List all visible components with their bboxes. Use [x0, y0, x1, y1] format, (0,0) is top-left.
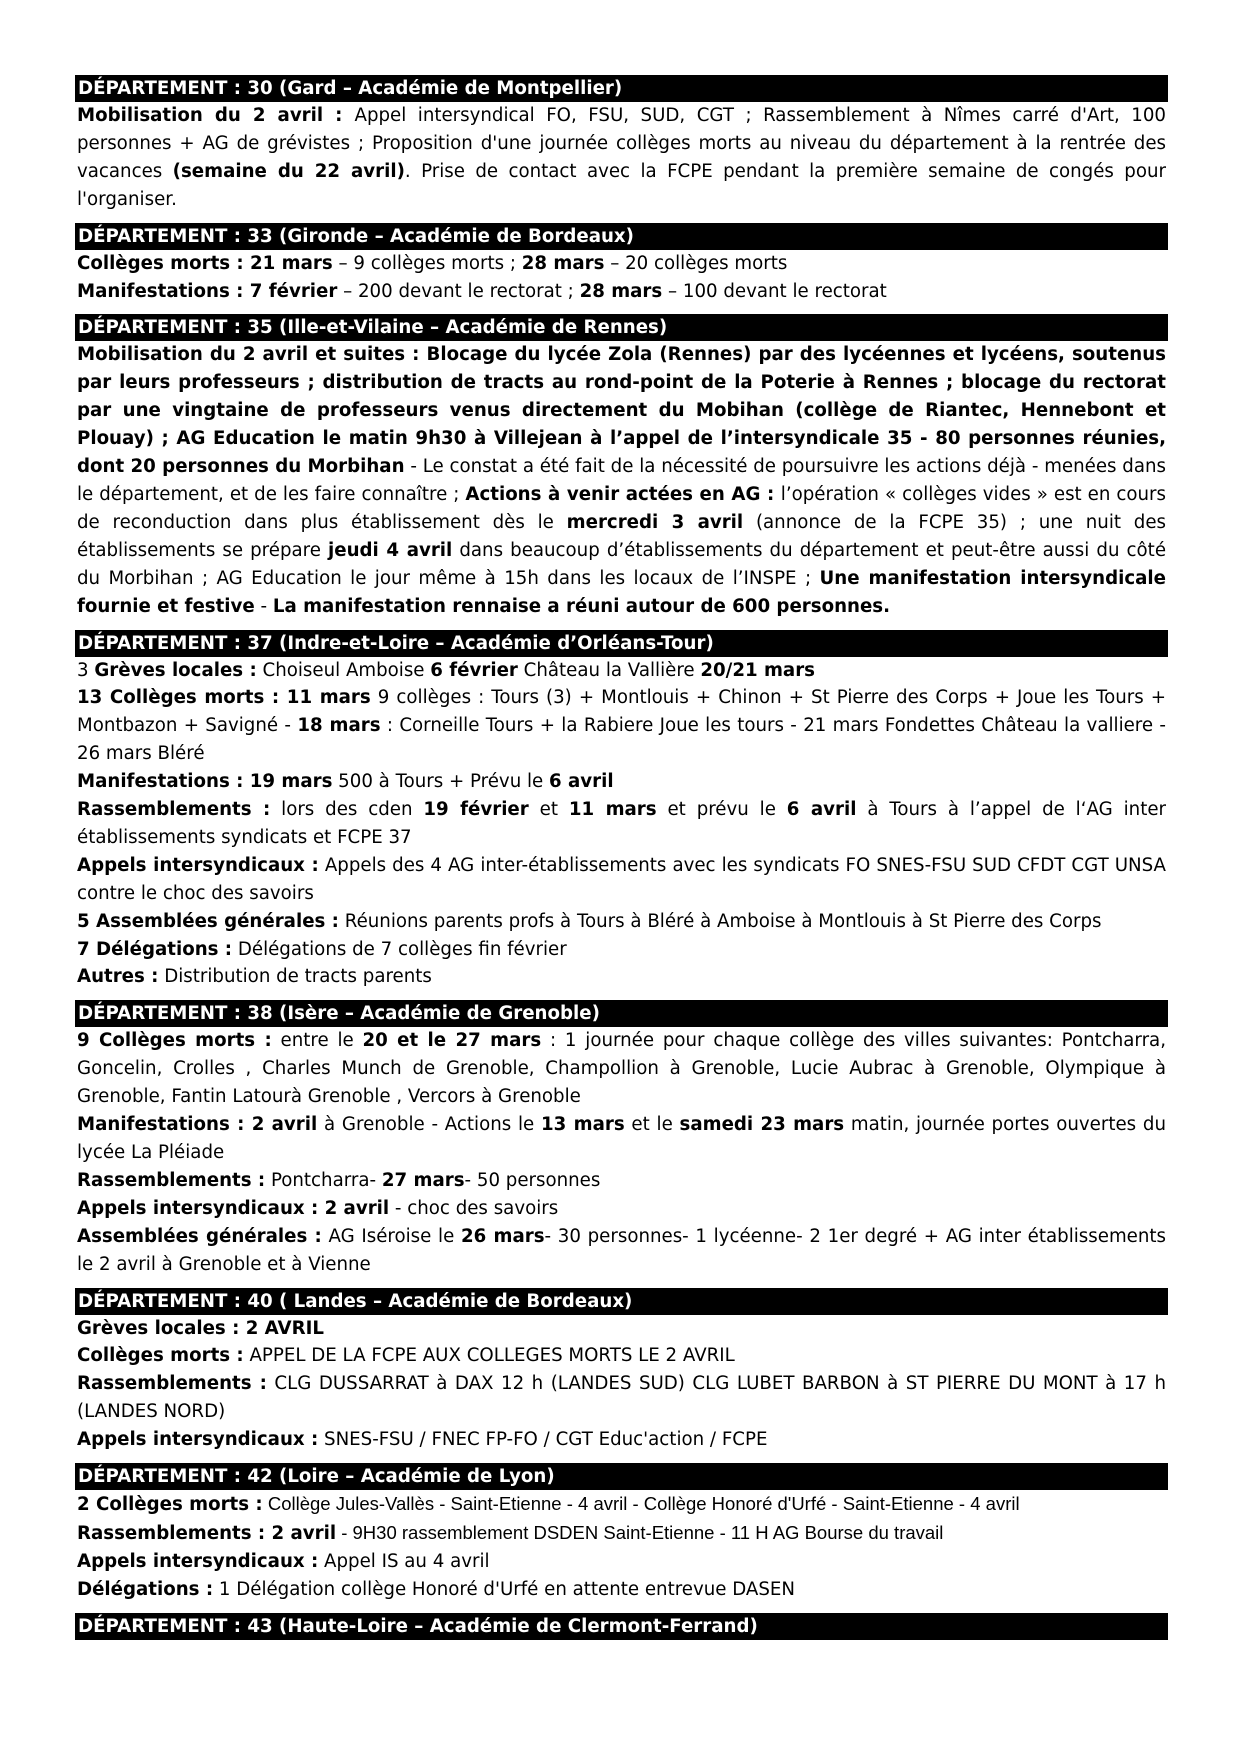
text-run: Délégations de 7 collèges fin février: [232, 938, 567, 960]
section-dept-33: [75, 223, 1168, 306]
line-delegations: [77, 1576, 1166, 1604]
text-run: Distribution de tracts parents: [158, 966, 432, 988]
bold-run: Grèves locales : 2 AVRIL: [77, 1317, 324, 1339]
line-appels-intersyndicaux: [77, 1195, 1166, 1223]
bold-run: 7 Délégations :: [77, 938, 233, 960]
paragraph-manifestations: [77, 1111, 1166, 1167]
text-run: : 1 journée pour chaque collège des villes suivantes: Pontcharra, Goncelin, Crolles , Charles Munch de Grenoble, Champollion à Grenoble, Lucie Aubrac à Grenoble, Olympique à Grenoble, Fantin Latourà Grenoble , Vercors à Grenoble: [77, 1030, 1166, 1108]
text-run: lors des cden: [270, 799, 424, 821]
text-run: Château la Vallière: [517, 659, 701, 681]
bold-run: Manifestations : 7 février: [77, 280, 338, 302]
bold-run: 28 mars: [579, 280, 663, 302]
paragraph-rassemblements: [77, 1370, 1166, 1426]
text-run: – 20 collèges morts: [604, 252, 788, 274]
section-header: DÉPARTEMENT : 30 (Gard – Académie de Montpellier): [75, 75, 1168, 102]
paragraph: [77, 102, 1166, 214]
line-greves-locales: [77, 1315, 1166, 1343]
bold-run: Appels intersyndicaux : 2 avril: [77, 1197, 390, 1219]
paragraph-appels-intersyndicaux: [77, 852, 1166, 908]
paragraph-colleges-morts: [77, 684, 1166, 768]
bold-run: (semaine du 22 avril): [172, 160, 405, 182]
section-dept-42: [75, 1463, 1168, 1604]
line-appels-intersyndicaux: [77, 1548, 1166, 1576]
section-header: DÉPARTEMENT : 35 (Ille-et-Vilaine – Académie de Rennes): [75, 314, 1168, 341]
text-run: - choc des savoirs: [389, 1197, 559, 1219]
bold-run: Collèges morts : 21 mars: [77, 252, 333, 274]
text-run: Réunions parents profs à Tours à Bléré à Amboise à Montlouis à St Pierre des Corps: [338, 910, 1102, 932]
section-dept-43: [75, 1613, 1168, 1640]
bold-run: Manifestations : 2 avril: [77, 1114, 318, 1136]
bold-run: Manifestations : 19 mars: [77, 771, 333, 793]
section-dept-37: [75, 630, 1168, 992]
bold-run: 6 février: [430, 659, 518, 681]
line-colleges-morts: [77, 1342, 1166, 1370]
bold-run: 5 Assemblées générales :: [77, 910, 339, 932]
line-appels-intersyndicaux: [77, 1426, 1166, 1454]
text-run: CLG DUSSARRAT à DAX 12 h (LANDES SUD) CLG LUBET BARBON à ST PIERRE DU MONT à 17 h (LANDES NORD): [77, 1373, 1166, 1423]
section-header: DÉPARTEMENT : 38 (Isère – Académie de Grenoble): [75, 1000, 1168, 1027]
bold-run: 13 mars: [541, 1114, 625, 1136]
paragraph-assemblees-generales: [77, 1223, 1166, 1279]
text-run: Appel IS au 4 avril: [318, 1550, 490, 1572]
text-run: (annonce de la FCPE 35) ; une nuit des établissements se prépare: [77, 511, 1166, 561]
bold-run: 6 avril: [549, 771, 614, 793]
bold-run: Appels intersyndicaux :: [77, 854, 319, 876]
bold-run: Délégations :: [77, 1578, 214, 1600]
section-header: DÉPARTEMENT : 37 (Indre-et-Loire – Académie d’Orléans-Tour): [75, 630, 1168, 657]
bold-run: Collèges morts :: [77, 1345, 244, 1367]
bold-run: 18 mars: [297, 715, 381, 737]
text-run: APPEL DE LA FCPE AUX COLLEGES MORTS LE 2 AVRIL: [243, 1345, 735, 1367]
paragraph-rassemblements: [77, 796, 1166, 852]
text-run: 1 Délégation collège Honoré d'Urfé en attente entrevue DASEN: [213, 1578, 796, 1600]
bold-run: 19 février: [423, 799, 529, 821]
text-run: – 100 devant le rectorat: [662, 280, 887, 302]
text-run: à Tours à l’appel de l‘AG inter établissements syndicats et FCPE 37: [77, 799, 1166, 848]
bold-run: 11 mars: [568, 799, 657, 821]
text-run: : Corneille Tours + la Rabiere Joue les tours - 21 mars Fondettes Château la valliere - 26 mars Bléré: [77, 715, 1166, 765]
bold-run: Mobilisation du 2 avril et suites : Blocage du lycée Zola (Rennes) par des lycéennes et lycéens, soutenus par leurs professeurs ; distribution de tracts au rond-point de la Poterie à Rennes ; blocage du rectorat par une vingtaine de professeurs venus directement du Mobihan (collège de Riantec, Hennebont et Plouay) ; AG Education le matin 9h30 à Villejean à l’appel de l’intersyndicale 35 - 80 personnes réunies, dont 20 personnes du Morbihan: [77, 344, 1166, 478]
line-manifestations: [77, 768, 1166, 796]
bold-run: Rassemblements : 2 avril: [77, 1522, 337, 1544]
line-greves-locales: [77, 657, 1166, 685]
bold-run: Autres :: [77, 966, 159, 988]
bold-run: La manifestation rennaise a réuni autour de 600 personnes.: [272, 595, 891, 617]
text-run: Collège Jules-Vallès - Saint-Etienne - 4 avril - Collège Honoré d'Urfé - Saint-Etienne - 4 avril: [262, 1493, 1020, 1515]
bold-run: Une manifestation intersyndicale fournie et festive: [77, 567, 1166, 617]
section-dept-38: [75, 1000, 1168, 1278]
section-header: DÉPARTEMENT : 42 (Loire – Académie de Lyon): [75, 1463, 1168, 1490]
bold-run: 20 et le 27 mars: [362, 1030, 542, 1052]
line-rassemblements: [77, 1519, 1166, 1548]
section-header: DÉPARTEMENT : 33 (Gironde – Académie de Bordeaux): [75, 223, 1168, 250]
text-run: Appel intersyndical FO, FSU, SUD, CGT ; Rassemblement à Nîmes carré d'Art, 100 personnes + AG de grévistes ; Proposition d'une journée collèges morts au niveau du département à la rentrée des vacances: [77, 105, 1167, 182]
line-rassemblements: [77, 1167, 1166, 1195]
bold-run: 26 mars: [460, 1225, 545, 1247]
bold-run: Grèves locales :: [94, 659, 257, 681]
paragraph: [77, 341, 1166, 620]
bold-run: Actions à venir actées en AG :: [465, 483, 781, 505]
text-run: Choiseul Amboise: [256, 659, 431, 681]
line-colleges-morts: [77, 250, 1166, 278]
text-run: 3: [77, 659, 95, 681]
text-run: Pontcharra-: [265, 1169, 382, 1191]
bold-run: 13 Collèges morts : 11 mars: [77, 687, 371, 709]
text-run: - Le constat a été fait de la nécessité de poursuivre les actions déjà - menées dans le département, et de les faire connaître ;: [77, 456, 1166, 505]
line-assemblees-generales: [77, 908, 1166, 936]
line-manifestations: [77, 278, 1166, 306]
bold-run: 9 Collèges morts :: [77, 1030, 272, 1052]
text-run: dans beaucoup d’établissements du département et peut-être aussi du côté du Morbihan ; AG Education le jour même à 15h dans les locaux de l’INSPE ;: [77, 539, 1167, 589]
paragraph-colleges-morts: [77, 1027, 1166, 1111]
bold-run: mercredi 3 avril: [566, 511, 744, 533]
bold-run: Appels intersyndicaux :: [77, 1550, 319, 1572]
text-run: - 9H30 rassemblement DSDEN Saint-Etienne - 11 H AG Bourse du travail: [336, 1521, 944, 1543]
section-header: DÉPARTEMENT : 40 ( Landes – Académie de Bordeaux): [75, 1288, 1168, 1315]
bold-run: 28 mars: [521, 252, 605, 274]
text-run: 9 collèges : Tours (3) + Montlouis + Chinon + St Pierre des Corps + Joue les Tours + Montbazon + Savigné -: [77, 687, 1166, 737]
text-run: - 50 personnes: [464, 1169, 601, 1191]
text-run: à Grenoble - Actions le: [317, 1114, 542, 1136]
text-run: 500 à Tours + Prévu le: [332, 771, 550, 793]
document-page: [75, 75, 1168, 1649]
text-run: entre le: [271, 1030, 363, 1052]
text-run: – 200 devant le rectorat ;: [337, 280, 580, 302]
bold-run: Rassemblements :: [77, 799, 271, 821]
text-run: Appels des 4 AG inter-établissements avec les syndicats FO SNES-FSU SUD CFDT CGT UNSA contre le choc des savoirs: [77, 854, 1166, 904]
text-run: – 9 collèges morts ;: [332, 252, 522, 274]
text-run: -: [254, 595, 273, 617]
bold-run: Appels intersyndicaux :: [77, 1429, 319, 1451]
section-header: DÉPARTEMENT : 43 (Haute-Loire – Académie de Clermont-Ferrand): [75, 1613, 1168, 1640]
bold-run: jeudi 4 avril: [328, 539, 453, 561]
text-run: et prévu le: [656, 799, 787, 821]
bold-run: 2 Collèges morts :: [77, 1494, 263, 1516]
text-run: . Prise de contact avec la FCPE pendant la première semaine de congés pour l'organiser.: [77, 160, 1166, 210]
bold-run: 20/21 mars: [700, 659, 815, 681]
bold-run: 27 mars: [381, 1169, 465, 1191]
text-run: matin, journée portes ouvertes du lycée La Pléiade: [77, 1114, 1166, 1163]
section-dept-30: [75, 75, 1168, 214]
text-run: et le: [624, 1114, 680, 1136]
text-run: AG Iséroise le: [321, 1225, 461, 1247]
bold-run: 6 avril: [786, 799, 857, 821]
bold-run: Mobilisation du 2 avril :: [77, 105, 355, 126]
bold-run: Assemblées générales :: [77, 1225, 322, 1247]
line-delegations: [77, 936, 1166, 964]
text-run: - 30 personnes- 1 lycéenne- 2 1er degré + AG inter établissements le 2 avril à Grenoble et à Vienne: [77, 1225, 1166, 1275]
bold-run: Rassemblements :: [77, 1169, 266, 1191]
section-dept-40: [75, 1288, 1168, 1455]
section-dept-35: [75, 314, 1168, 620]
line-autres: [77, 963, 1166, 991]
text-run: SNES-FSU / FNEC FP-FO / CGT Educ'action / FCPE: [318, 1429, 768, 1451]
bold-run: samedi 23 mars: [679, 1114, 845, 1136]
text-run: l’opération « collèges vides » est en cours de reconduction dans plus établissement dès le: [77, 483, 1167, 533]
text-run: et: [528, 799, 569, 821]
line-colleges-morts: [77, 1490, 1166, 1519]
bold-run: Rassemblements :: [77, 1373, 267, 1395]
